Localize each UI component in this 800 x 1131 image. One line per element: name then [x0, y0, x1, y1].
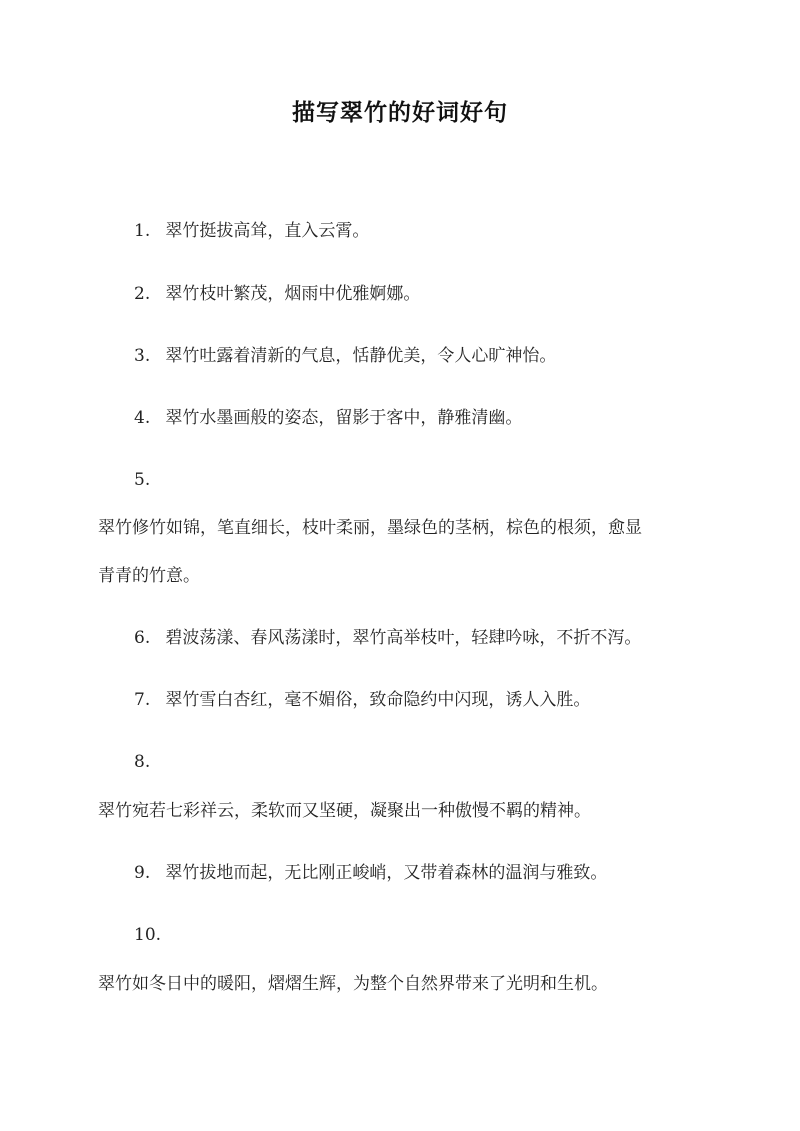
item-text: 青青的竹意。: [98, 566, 200, 586]
item-text: 翠竹枝叶繁茂，烟雨中优雅婀娜。: [165, 284, 421, 304]
item-number: 2.: [134, 284, 151, 304]
list-item: [134, 405, 522, 431]
item-number: 1.: [134, 221, 151, 241]
item-number: 4.: [134, 408, 151, 428]
item-text: 翠竹修竹如锦，笔直细长，枝叶柔丽，墨绿色的茎柄，棕色的根须，愈显: [98, 518, 642, 538]
item-number: 10.: [134, 925, 162, 945]
item-number: 7.: [134, 690, 151, 710]
list-item: [134, 281, 420, 307]
item-number: 6.: [134, 628, 151, 648]
item-text: 翠竹雪白杏红，毫不媚俗，致命隐约中闪现，诱人入胜。: [165, 690, 591, 710]
item-text: 翠竹宛若七彩祥云，柔软而又坚硬，凝聚出一种傲慢不羁的精神。: [98, 801, 591, 821]
item-text: 碧波荡漾、春风荡漾时，翠竹高举枝叶，轻肆吟咏，不折不泻。: [165, 628, 642, 648]
item-number: 5.: [134, 470, 151, 490]
list-item: [134, 687, 590, 713]
item-text: 翠竹吐露着清新的气息，恬静优美，令人心旷神怡。: [165, 346, 557, 366]
list-item: [134, 218, 369, 244]
list-item: [134, 860, 607, 886]
item-text: 翠竹拔地而起，无比刚正峻峭，又带着森林的温润与雅致。: [165, 863, 608, 883]
list-item: [134, 343, 556, 369]
list-item: [134, 625, 641, 651]
item-text: 翠竹如冬日中的暖阳，熠熠生辉，为整个自然界带来了光明和生机。: [98, 974, 608, 994]
document-title: 描写翠竹的好词好句: [292, 99, 508, 126]
item-text: 翠竹挺拔高耸，直入云霄。: [165, 221, 370, 241]
item-number: 9.: [134, 863, 151, 883]
item-number: 8.: [134, 752, 151, 772]
item-text: 翠竹水墨画般的姿态，留影于客中，静雅清幽。: [165, 408, 523, 428]
item-number: 3.: [134, 346, 151, 366]
